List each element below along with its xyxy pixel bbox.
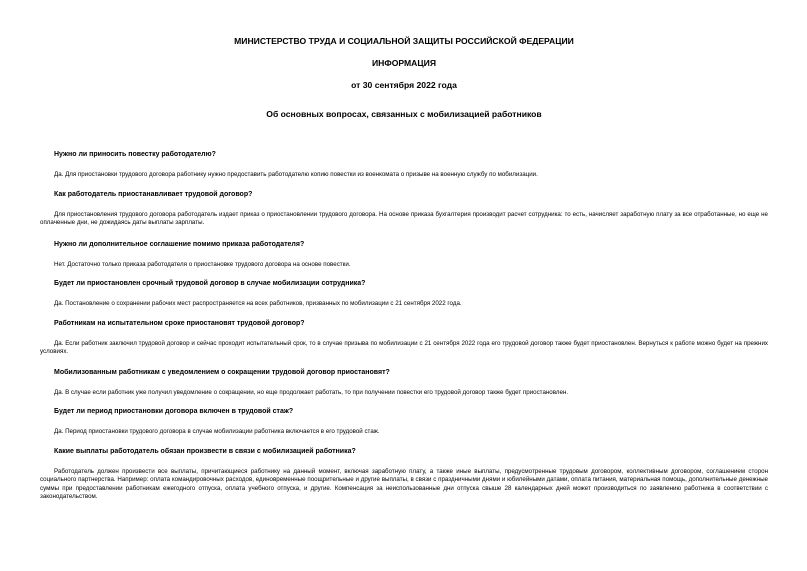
- qa-item-1: [40, 150, 768, 180]
- answer: Да. Для приостановки трудового договора работнику нужно предоставить работодателю копию повестки из военкомата о призыве на военную службу по мобилизации.: [54, 171, 538, 178]
- ministry-heading: МИНИСТЕРСТВО ТРУДА И СОЦИАЛЬНОЙ ЗАЩИТЫ РОССИЙСКОЙ ФЕДЕРАЦИИ: [234, 36, 574, 46]
- answer: Да. Период приостановки трудового договора в случае мобилизации работника включается в его трудовой стаж.: [54, 428, 380, 435]
- answer: Да. Постановление о сохранении рабочих мест распространяется на всех работников, призванных по мобилизации с 21 сентября 2022 года.: [54, 300, 462, 307]
- question: Будет ли приостановлен срочный трудовой договор в случае мобилизации сотрудника?: [54, 280, 366, 287]
- question: Нужно ли приносить повестку работодателю?: [54, 151, 216, 158]
- document-title: Об основных вопросах, связанных с мобилизацией работников: [266, 109, 542, 119]
- answer: Да. Если работник заключил трудовой договор и сейчас проходит испытательный срок, то в случае призыва по мобилизации с 21 сентября 2022 года его трудовой договор также будет приостановлен. Вернуться к работе можно будет на прежних условиях.: [40, 339, 768, 355]
- question: Работникам на испытательном сроке приостановят трудовой договор?: [54, 319, 305, 327]
- qa-item-4: [40, 279, 768, 309]
- document-date: от 30 сентября 2022 года: [351, 80, 457, 90]
- qa-item-2: [40, 190, 768, 228]
- question: Будет ли период приостановки договора включен в трудовой стаж?: [54, 408, 294, 415]
- question: Мобилизованным работникам с уведомлением о сокращении трудовой договор приостановят?: [54, 368, 390, 376]
- document-type-heading: ИНФОРМАЦИЯ: [371, 58, 437, 68]
- qa-item-6: [40, 368, 768, 398]
- qa-item-8: [40, 447, 768, 502]
- qa-item-7: [40, 407, 768, 437]
- answer: Работодатель должен произвести все выплаты, причитающиеся работнику на данный момент, включая заработную плату, а также иные выплаты, предусмотренные трудовым договором, коллективным договором, соглашением сторон социального партнерства. Например: оплата командировочных расходов, единовременные поощрительные и другие выплаты, в связи с праздничными днями и юбилейными датами, оплата питания, материальная помощь, дополнительные денежные суммы при предоставлении работникам ежегодного отпуска, оплата учебного отпуска, и другие. Компенсация за неиспользованные дни отпуска свыше 28 календарных дней может производиться по заявлению работника в соответствии с законодательством.: [40, 467, 768, 500]
- answer: Для приостановления трудового договора работодатель издает приказ о приостановлении трудового договора. На основе приказа бухгалтерия производит расчет сотрудника: то есть, начисляет заработную плату за все отработанные, но еще не оплаченные дни, не дожидаясь даты выплаты зарплаты.: [40, 210, 768, 226]
- qa-item-5: [40, 319, 768, 357]
- question: Нужно ли дополнительное соглашение помимо приказа работодателя?: [54, 240, 305, 248]
- question: Как работодатель приостанавливает трудовой договор?: [54, 190, 253, 198]
- answer: Да. В случае если работник уже получил уведомление о сокращении, но еще продолжает работать, то при получении повестки его трудовой договор также будет приостановлен.: [54, 388, 569, 396]
- answer: Нет. Достаточно только приказа работодателя о приостановке трудового договора на основе повестки.: [54, 260, 351, 268]
- qa-item-3: [40, 240, 768, 270]
- question: Какие выплаты работодатель обязан произвести в связи с мобилизацией работника?: [54, 447, 356, 455]
